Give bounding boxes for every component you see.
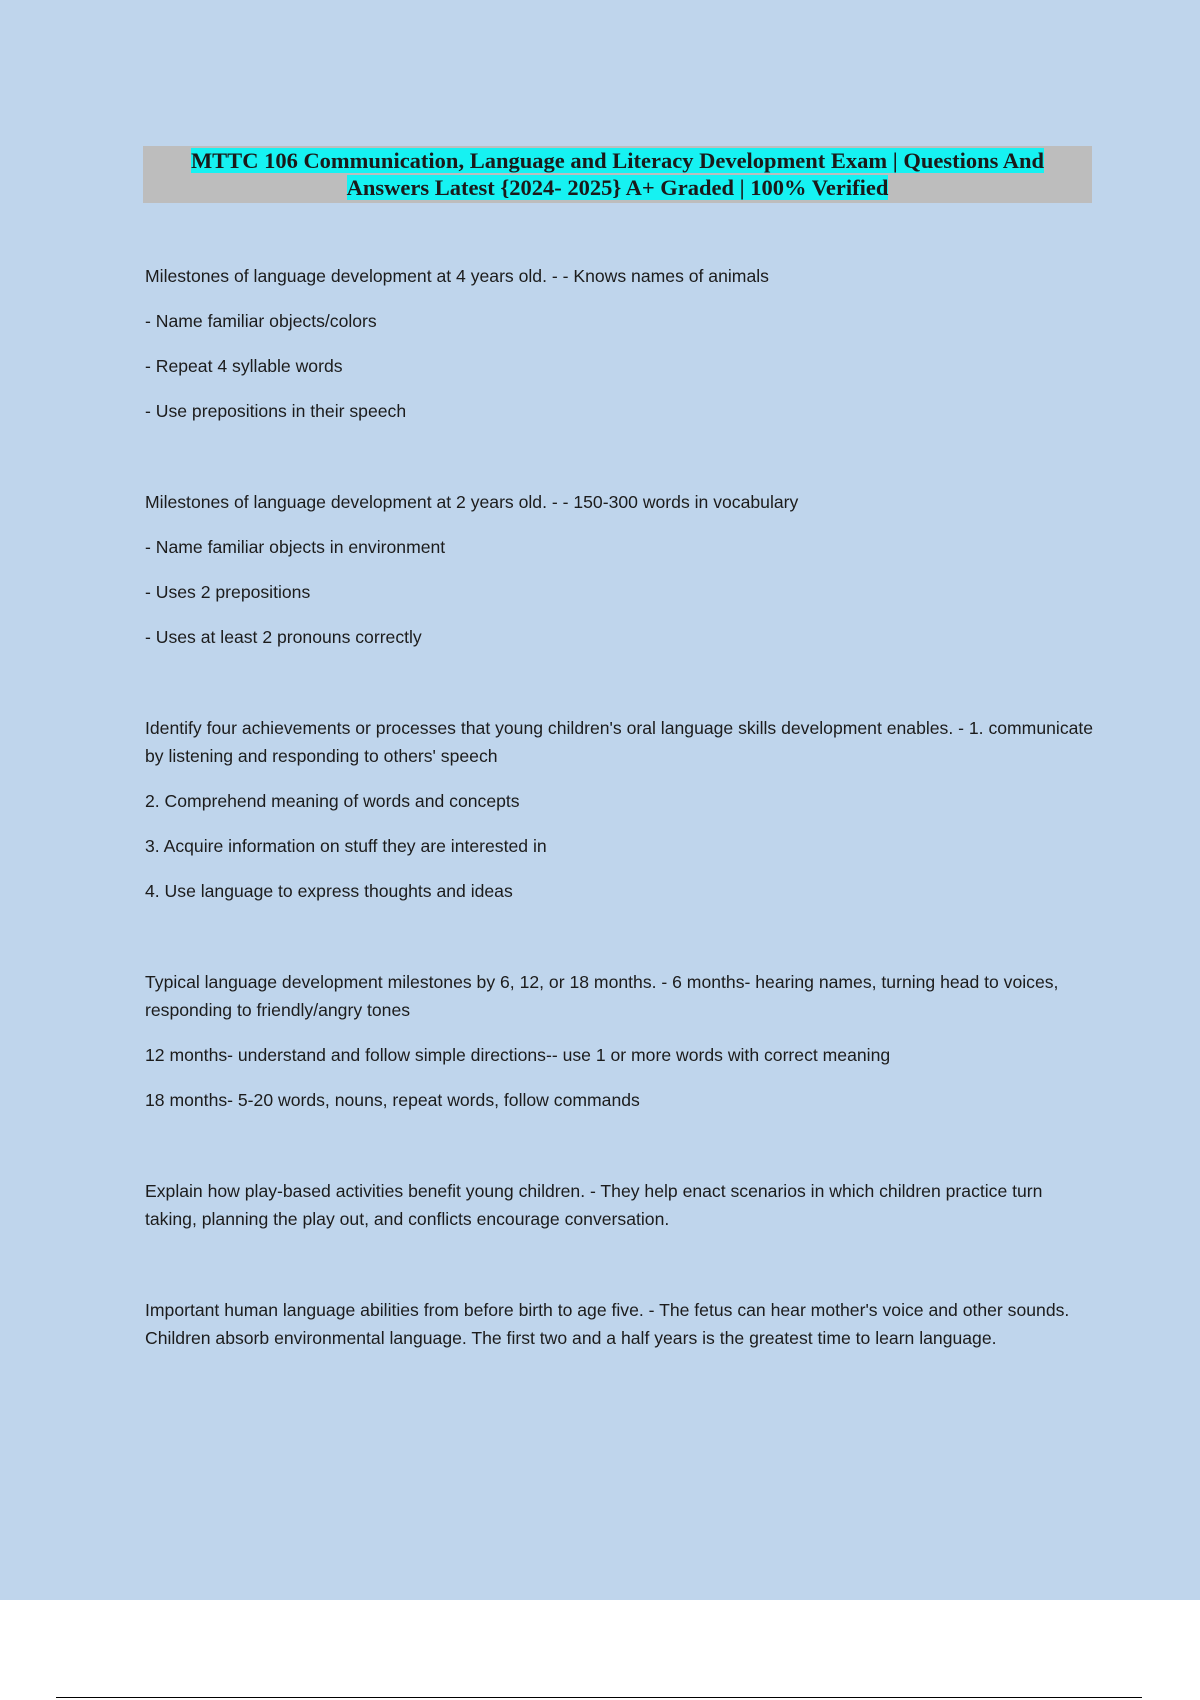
qa-question: Explain how play-based activities benefit young children. - They help enact scenarios in which children practice turn taking, planning the play out, and conflicts encourage conversation. (145, 1181, 1043, 1229)
qa-entry-5 (145, 1177, 1095, 1233)
qa-answer-line: - Name familiar objects/colors (145, 311, 377, 331)
qa-answer-line: - Use prepositions in their speech (145, 401, 407, 421)
qa-answer-line: - Repeat 4 syllable words (145, 356, 343, 376)
title-line-2: Answers Latest {2024- 2025} A+ Graded | 100% Verified (346, 175, 889, 200)
qa-answer-line: 3. Acquire information on stuff they are interested in (145, 836, 547, 856)
qa-answer-line: 4. Use language to express thoughts and ideas (145, 881, 513, 901)
qa-entry-1 (145, 262, 1095, 425)
qa-question: Milestones of language development at 2 years old. - - 150-300 words in vocabulary (145, 492, 799, 512)
qa-answer-line: 2. Comprehend meaning of words and concepts (145, 791, 520, 811)
qa-entry-4 (145, 968, 1095, 1114)
qa-question: Important human language abilities from before birth to age five. - The fetus can hear mother's voice and other sounds. Children absorb environmental language. The first two and a half years is the greatest time to learn language. (145, 1300, 1070, 1348)
qa-entry-3 (145, 714, 1095, 905)
qa-question: Identify four achievements or processes that young children's oral language skills development enables. - 1. communicate by listening and responding to others' speech (145, 718, 1094, 766)
qa-answer-line: - Name familiar objects in environment (145, 537, 446, 557)
qa-question: Typical language development milestones by 6, 12, or 18 months. - 6 months- hearing names, turning head to voices, responding to friendly/angry tones (145, 972, 1059, 1020)
qa-answer-line: 18 months- 5-20 words, nouns, repeat words, follow commands (145, 1090, 640, 1110)
qa-answer-line: - Uses at least 2 pronouns correctly (145, 627, 422, 647)
footer-divider (56, 1697, 1142, 1698)
document-title (143, 146, 1092, 203)
qa-question: Milestones of language development at 4 years old. - - Knows names of animals (145, 266, 769, 286)
qa-answer-line: 12 months- understand and follow simple directions-- use 1 or more words with correct meaning (145, 1045, 891, 1065)
title-line-1: MTTC 106 Communication, Language and Literacy Development Exam | Questions And (190, 148, 1045, 173)
qa-entry-2 (145, 488, 1095, 651)
qa-entry-6 (145, 1296, 1095, 1352)
qa-content (145, 262, 1095, 1415)
qa-answer-line: - Uses 2 prepositions (145, 582, 311, 602)
